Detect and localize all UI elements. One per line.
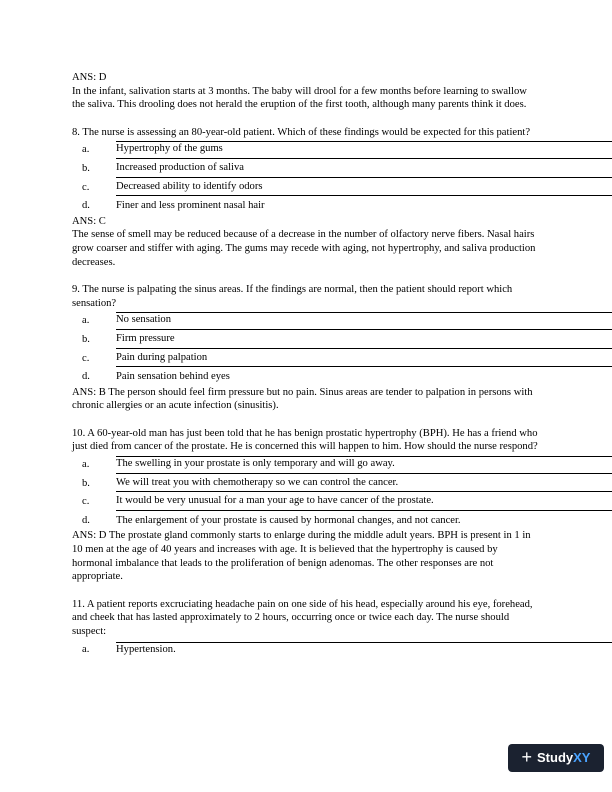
question-10-options	[72, 455, 612, 529]
question-11-stem: 11. A patient reports excruciating headache pain on one side of his head, especially around his eye, forehead, and cheek that has lasted approximately to 2 hours, occurring once or twice each day. The nurse should suspect:	[72, 598, 533, 637]
plus-icon: +	[521, 747, 533, 768]
option-row: a. No sensation	[72, 311, 612, 330]
question-9-stem: 9. The nurse is palpating the sinus areas. If the findings are normal, then the patient should report which sensation?	[72, 284, 513, 309]
option-row: c. Pain during palpation	[72, 349, 612, 368]
question-10-answer-rationale: ANS: D The prostate gland commonly starts to enlarge during the middle adult years. BPH is present in 1 in 10 men at the age of 40 years and increases with age. It is believed that the hypertrophy is caused by hormonal imbalance that leads to the proliferation of benign adenomas. The other responses are not appropriate.	[72, 530, 531, 583]
option-row: a. The swelling in your prostate is only temporary and will go away.	[72, 455, 612, 474]
option-row: d. The enlargement of your prostate is caused by hormonal changes, and not cancer.	[82, 514, 461, 526]
option-row: c. Decreased ability to identify odors	[72, 178, 612, 197]
brand-accent: XY	[573, 750, 591, 766]
question-10-stem: 10. A 60-year-old man has just been told that he has benign prostatic hypertrophy (BPH). He has a friend who just died from cancer of the prostate. He is concerned this will happen to him. How should the nurse respond?	[72, 427, 538, 453]
option-row: b. We will treat you with chemotherapy so we can control the cancer.	[72, 474, 612, 493]
brand-main: Study	[537, 750, 574, 766]
question-11-options	[72, 640, 612, 659]
option-row: d. Finer and less prominent nasal hair	[82, 200, 265, 212]
intro-rationale: In the infant, salivation starts at 3 months. The baby will drool for a few months before learning to swallow the saliva. This drooling does not herald the eruption of the first tooth, although many parents think it does.	[72, 85, 527, 111]
option-row: a. Hypertrophy of the gums	[72, 140, 612, 159]
question-9-options	[72, 311, 612, 385]
studyxy-badge[interactable]	[508, 744, 604, 772]
question-9-answer-rationale: ANS: B The person should feel firm pressure but no pain. Sinus areas are tender to palpation in persons with chronic allergies or an acute infection (sinusitis).	[72, 386, 533, 412]
question-8-rationale: The sense of smell may be reduced because of a decrease in the number of olfactory nerve fibers. Nasal hairs grow coarser and stiffer with aging. The gums may recede with aging, not hypertrophy, and saliva production decreases.	[72, 229, 536, 268]
question-8-answer: ANS: C	[72, 215, 106, 227]
option-row: d. Pain sensation behind eyes	[82, 371, 230, 383]
intro-answer: ANS: D	[72, 72, 107, 83]
option-row: b. Increased production of saliva	[72, 159, 612, 178]
document-page	[72, 71, 612, 658]
option-row: c. It would be very unusual for a man your age to have cancer of the prostate.	[72, 492, 612, 511]
option-row: b. Firm pressure	[72, 330, 612, 349]
question-8-options	[72, 140, 612, 214]
option-row: a. Hypertension.	[72, 640, 612, 659]
question-8-stem: 8. The nurse is assessing an 80-year-old patient. Which of these findings would be expected for this patient?	[72, 126, 531, 138]
